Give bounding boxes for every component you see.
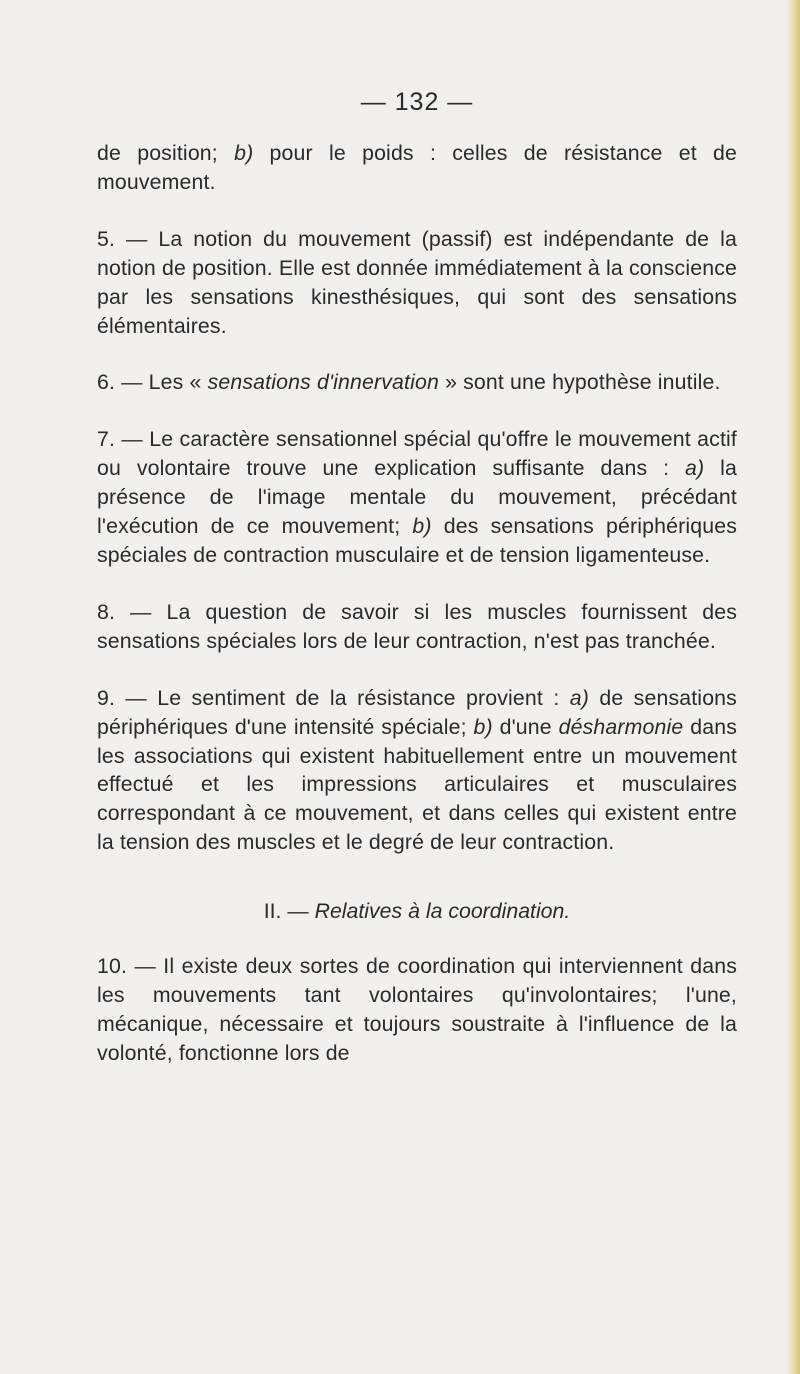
text-run: pour le poids : celles de résistance et de mouvement. bbox=[97, 141, 738, 194]
italic-run: b) bbox=[234, 141, 254, 165]
text-run: dans les associations qui existent habituellement entre un mouvement effectué et les impressions articulaires et musculaires correspondant à ce mouvement, et dans celles qui existent entre la tension des muscles et le degré de leur contraction. bbox=[97, 714, 737, 855]
section-number: II. — bbox=[263, 899, 315, 924]
document-page bbox=[97, 88, 737, 1068]
italic-run: désharmonie bbox=[558, 714, 684, 739]
text-run: » sont une hypothèse inutile. bbox=[439, 370, 721, 395]
paragraph-8: 8. — La question de savoir si les muscles fournissent des sensations spéciales lors de leur contraction, n'est pas tranchée. bbox=[97, 599, 737, 653]
text-run: des sensations périphériques spéciales de contraction musculaire et de tension ligamenteuse. bbox=[97, 514, 737, 567]
page-edge bbox=[786, 0, 800, 1374]
text-run: d'une bbox=[492, 714, 559, 739]
text-run: 6. — Les « bbox=[97, 370, 208, 395]
paragraph-10: 10. — Il existe deux sortes de coordination qui interviennent dans les mouvements tant volontaires qu'involontaires; l'une, mécanique, nécessaire et toujours soustraite à l'influence de la volonté, fonctionne lors de bbox=[97, 954, 737, 1065]
paragraph-9 bbox=[97, 684, 737, 857]
paragraph-7 bbox=[97, 425, 737, 570]
italic-run: sensations d'innervation bbox=[207, 370, 439, 395]
text-run: de position; bbox=[97, 141, 235, 165]
paragraph-6 bbox=[97, 368, 737, 397]
paragraph-continuation bbox=[97, 139, 737, 197]
italic-run: b) bbox=[412, 514, 432, 539]
section-title: Relatives à la coordination. bbox=[314, 899, 571, 924]
italic-run: a) bbox=[569, 685, 589, 710]
page-number: — 132 — bbox=[360, 88, 474, 116]
text-run: 9. — Le sentiment de la résistance provient : bbox=[97, 685, 570, 710]
text-run: la présence de l'image mentale du mouvement, précédant l'exécution de ce mouvement; bbox=[97, 456, 737, 539]
section-heading bbox=[97, 899, 737, 924]
paragraph-5: 5. — La notion du mouvement (passif) est indépendante de la notion de position. Elle est donnée immédiatement à la conscience par les sensations kinesthésiques, qui sont des sensations élémentaires. bbox=[97, 226, 737, 338]
italic-run: a) bbox=[685, 456, 705, 481]
text-run: 7. — Le caractère sensationnel spécial qu'offre le mouvement actif ou volontaire trouve une explication suffisante dans : bbox=[97, 427, 737, 481]
italic-run: b) bbox=[473, 714, 493, 739]
text-run: de sensations périphériques d'une intensité spéciale; bbox=[97, 685, 737, 739]
